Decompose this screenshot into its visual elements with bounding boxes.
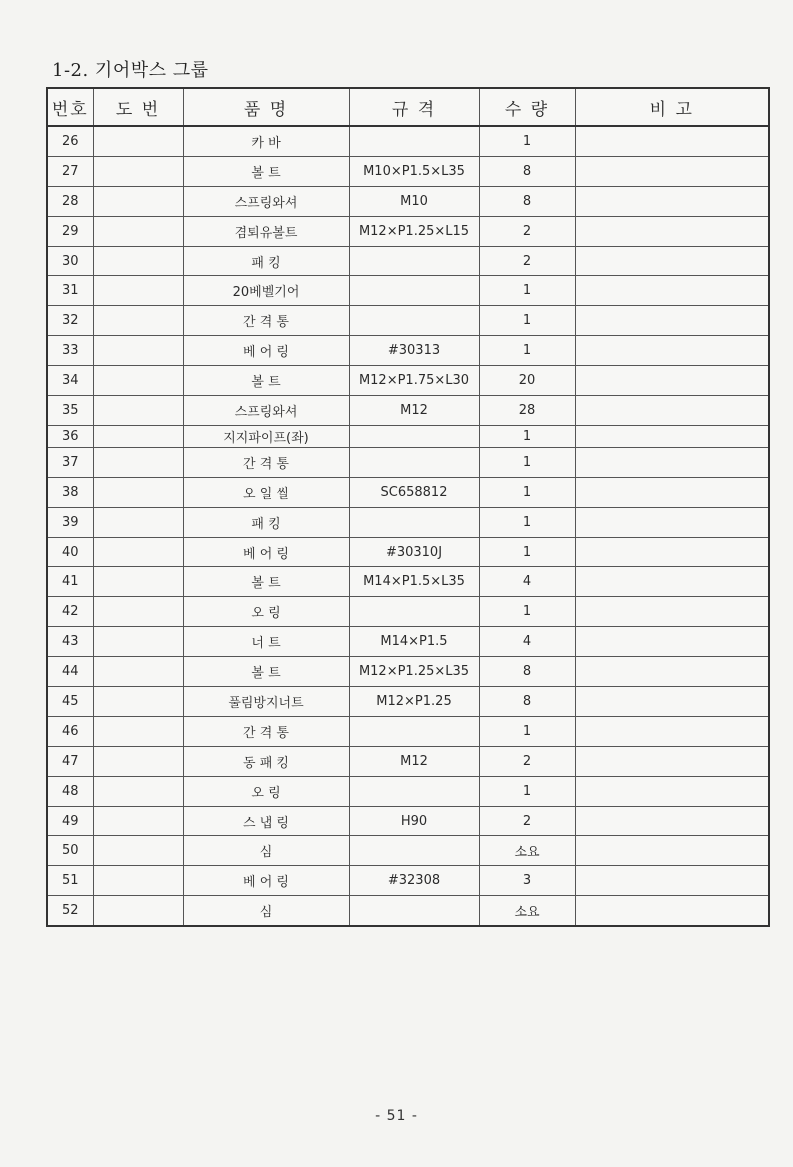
row-specification <box>349 246 479 276</box>
row-drawing-number <box>93 627 183 657</box>
row-remarks <box>575 126 769 156</box>
row-specification: #30313 <box>349 336 479 366</box>
table-row <box>47 336 769 366</box>
table-row <box>47 776 769 806</box>
table-row <box>47 687 769 717</box>
row-specification <box>349 306 479 336</box>
row-quantity: 4 <box>479 627 575 657</box>
row-part-name: 스프링와셔 <box>183 396 349 426</box>
row-quantity: 8 <box>479 156 575 186</box>
row-drawing-number <box>93 425 183 447</box>
row-remarks <box>575 687 769 717</box>
row-quantity: 소요 <box>479 896 575 926</box>
page-title: 1-2. 기어박스 그룹 <box>52 60 209 81</box>
row-number: 51 <box>47 866 93 896</box>
row-number: 35 <box>47 396 93 426</box>
row-drawing-number <box>93 366 183 396</box>
row-specification: M10 <box>349 186 479 216</box>
row-part-name: 풀림방지너트 <box>183 687 349 717</box>
row-number: 39 <box>47 507 93 537</box>
row-specification <box>349 896 479 926</box>
row-part-name: 간 격 통 <box>183 447 349 477</box>
row-remarks <box>575 156 769 186</box>
row-number: 37 <box>47 447 93 477</box>
table-row <box>47 896 769 926</box>
row-number: 43 <box>47 627 93 657</box>
header-part-name: 품 명 <box>183 88 349 126</box>
row-remarks <box>575 396 769 426</box>
row-specification <box>349 597 479 627</box>
row-drawing-number <box>93 507 183 537</box>
row-quantity: 28 <box>479 396 575 426</box>
row-drawing-number <box>93 447 183 477</box>
row-number: 52 <box>47 896 93 926</box>
table-row <box>47 306 769 336</box>
table-row <box>47 156 769 186</box>
table-row <box>47 366 769 396</box>
row-remarks <box>575 597 769 627</box>
row-remarks <box>575 366 769 396</box>
row-specification <box>349 716 479 746</box>
row-specification <box>349 836 479 866</box>
row-part-name: 볼 트 <box>183 366 349 396</box>
row-remarks <box>575 306 769 336</box>
row-number: 36 <box>47 425 93 447</box>
row-quantity: 20 <box>479 366 575 396</box>
row-drawing-number <box>93 186 183 216</box>
row-drawing-number <box>93 716 183 746</box>
row-part-name: 볼 트 <box>183 657 349 687</box>
row-remarks <box>575 276 769 306</box>
row-remarks <box>575 567 769 597</box>
table-row <box>47 216 769 246</box>
row-number: 47 <box>47 746 93 776</box>
row-number: 31 <box>47 276 93 306</box>
row-specification: M14×P1.5 <box>349 627 479 657</box>
row-part-name: 카 바 <box>183 126 349 156</box>
row-quantity: 8 <box>479 657 575 687</box>
row-part-name: 동 패 킹 <box>183 746 349 776</box>
row-number: 48 <box>47 776 93 806</box>
row-specification <box>349 776 479 806</box>
row-quantity: 1 <box>479 776 575 806</box>
row-remarks <box>575 447 769 477</box>
table-row <box>47 627 769 657</box>
row-part-name: 오 링 <box>183 776 349 806</box>
row-quantity: 8 <box>479 687 575 717</box>
row-drawing-number <box>93 336 183 366</box>
row-part-name: 겸퇴유볼트 <box>183 216 349 246</box>
row-specification <box>349 507 479 537</box>
row-part-name: 지지파이프(좌) <box>183 425 349 447</box>
row-number: 27 <box>47 156 93 186</box>
table-row <box>47 246 769 276</box>
row-number: 45 <box>47 687 93 717</box>
row-number: 44 <box>47 657 93 687</box>
row-quantity: 1 <box>479 126 575 156</box>
table-row <box>47 657 769 687</box>
row-specification: #30310J <box>349 537 479 567</box>
row-part-name: 볼 트 <box>183 156 349 186</box>
row-number: 38 <box>47 477 93 507</box>
row-number: 46 <box>47 716 93 746</box>
row-number: 34 <box>47 366 93 396</box>
row-part-name: 심 <box>183 836 349 866</box>
table-row <box>47 866 769 896</box>
row-drawing-number <box>93 597 183 627</box>
row-quantity: 1 <box>479 336 575 366</box>
row-quantity: 1 <box>479 447 575 477</box>
row-drawing-number <box>93 687 183 717</box>
table-row <box>47 836 769 866</box>
row-number: 49 <box>47 806 93 836</box>
table-row <box>47 507 769 537</box>
row-part-name: 스프링와셔 <box>183 186 349 216</box>
row-quantity: 2 <box>479 246 575 276</box>
row-specification: #32308 <box>349 866 479 896</box>
row-drawing-number <box>93 806 183 836</box>
table-row <box>47 806 769 836</box>
row-remarks <box>575 477 769 507</box>
table-row <box>47 597 769 627</box>
header-remarks: 비 고 <box>575 88 769 126</box>
row-remarks <box>575 866 769 896</box>
row-drawing-number <box>93 246 183 276</box>
row-part-name: 너 트 <box>183 627 349 657</box>
row-remarks <box>575 746 769 776</box>
row-specification <box>349 276 479 306</box>
row-remarks <box>575 716 769 746</box>
row-quantity: 2 <box>479 216 575 246</box>
row-drawing-number <box>93 776 183 806</box>
row-quantity: 2 <box>479 746 575 776</box>
row-part-name: 간 격 통 <box>183 306 349 336</box>
row-specification: M12×P1.75×L30 <box>349 366 479 396</box>
row-quantity: 1 <box>479 716 575 746</box>
row-number: 28 <box>47 186 93 216</box>
table-row <box>47 186 769 216</box>
row-drawing-number <box>93 126 183 156</box>
row-specification <box>349 447 479 477</box>
row-number: 41 <box>47 567 93 597</box>
table-row <box>47 425 769 447</box>
table-row <box>47 477 769 507</box>
row-part-name: 베 어 링 <box>183 866 349 896</box>
row-specification: M12×P1.25×L35 <box>349 657 479 687</box>
row-drawing-number <box>93 156 183 186</box>
parts-table-body <box>47 126 769 926</box>
row-drawing-number <box>93 477 183 507</box>
row-part-name: 베 어 링 <box>183 336 349 366</box>
row-remarks <box>575 627 769 657</box>
row-quantity: 2 <box>479 806 575 836</box>
row-remarks <box>575 425 769 447</box>
row-quantity: 8 <box>479 186 575 216</box>
row-number: 33 <box>47 336 93 366</box>
header-number: 번호 <box>47 88 93 126</box>
table-row <box>47 447 769 477</box>
row-remarks <box>575 896 769 926</box>
row-specification: H90 <box>349 806 479 836</box>
row-part-name: 스 냅 링 <box>183 806 349 836</box>
row-specification: SC658812 <box>349 477 479 507</box>
row-part-name: 20베벨기어 <box>183 276 349 306</box>
row-specification: M14×P1.5×L35 <box>349 567 479 597</box>
parts-table-header <box>47 88 769 126</box>
row-quantity: 1 <box>479 537 575 567</box>
row-drawing-number <box>93 216 183 246</box>
row-part-name: 베 어 링 <box>183 537 349 567</box>
row-quantity: 1 <box>479 597 575 627</box>
row-drawing-number <box>93 836 183 866</box>
row-quantity: 1 <box>479 507 575 537</box>
table-row <box>47 126 769 156</box>
row-part-name: 볼 트 <box>183 567 349 597</box>
row-drawing-number <box>93 396 183 426</box>
row-specification: M12×P1.25 <box>349 687 479 717</box>
row-specification <box>349 425 479 447</box>
row-number: 50 <box>47 836 93 866</box>
row-part-name: 심 <box>183 896 349 926</box>
row-drawing-number <box>93 657 183 687</box>
row-remarks <box>575 537 769 567</box>
header-quantity: 수 량 <box>479 88 575 126</box>
row-number: 29 <box>47 216 93 246</box>
table-row <box>47 537 769 567</box>
row-specification: M12 <box>349 396 479 426</box>
row-number: 32 <box>47 306 93 336</box>
row-drawing-number <box>93 276 183 306</box>
row-remarks <box>575 806 769 836</box>
row-drawing-number <box>93 866 183 896</box>
row-specification <box>349 126 479 156</box>
row-drawing-number <box>93 306 183 336</box>
row-part-name: 오 링 <box>183 597 349 627</box>
table-row <box>47 746 769 776</box>
table-row <box>47 276 769 306</box>
row-quantity: 4 <box>479 567 575 597</box>
row-number: 30 <box>47 246 93 276</box>
row-quantity: 소요 <box>479 836 575 866</box>
row-part-name: 패 킹 <box>183 246 349 276</box>
row-drawing-number <box>93 746 183 776</box>
row-remarks <box>575 186 769 216</box>
row-remarks <box>575 657 769 687</box>
row-drawing-number <box>93 896 183 926</box>
row-remarks <box>575 776 769 806</box>
row-drawing-number <box>93 567 183 597</box>
row-quantity: 1 <box>479 477 575 507</box>
row-specification: M12×P1.25×L15 <box>349 216 479 246</box>
row-remarks <box>575 336 769 366</box>
parts-table <box>46 87 770 927</box>
row-number: 42 <box>47 597 93 627</box>
page-number: - 51 - <box>375 1108 418 1124</box>
row-drawing-number <box>93 537 183 567</box>
table-row <box>47 716 769 746</box>
row-number: 40 <box>47 537 93 567</box>
row-quantity: 1 <box>479 306 575 336</box>
row-remarks <box>575 836 769 866</box>
row-specification: M12 <box>349 746 479 776</box>
row-part-name: 간 격 통 <box>183 716 349 746</box>
row-quantity: 3 <box>479 866 575 896</box>
row-quantity: 1 <box>479 425 575 447</box>
header-specification: 규 격 <box>349 88 479 126</box>
row-part-name: 패 킹 <box>183 507 349 537</box>
row-remarks <box>575 216 769 246</box>
table-row <box>47 396 769 426</box>
header-drawing-number: 도 번 <box>93 88 183 126</box>
row-remarks <box>575 246 769 276</box>
row-part-name: 오 일 씰 <box>183 477 349 507</box>
row-number: 26 <box>47 126 93 156</box>
row-remarks <box>575 507 769 537</box>
table-row <box>47 567 769 597</box>
row-specification: M10×P1.5×L35 <box>349 156 479 186</box>
row-quantity: 1 <box>479 276 575 306</box>
